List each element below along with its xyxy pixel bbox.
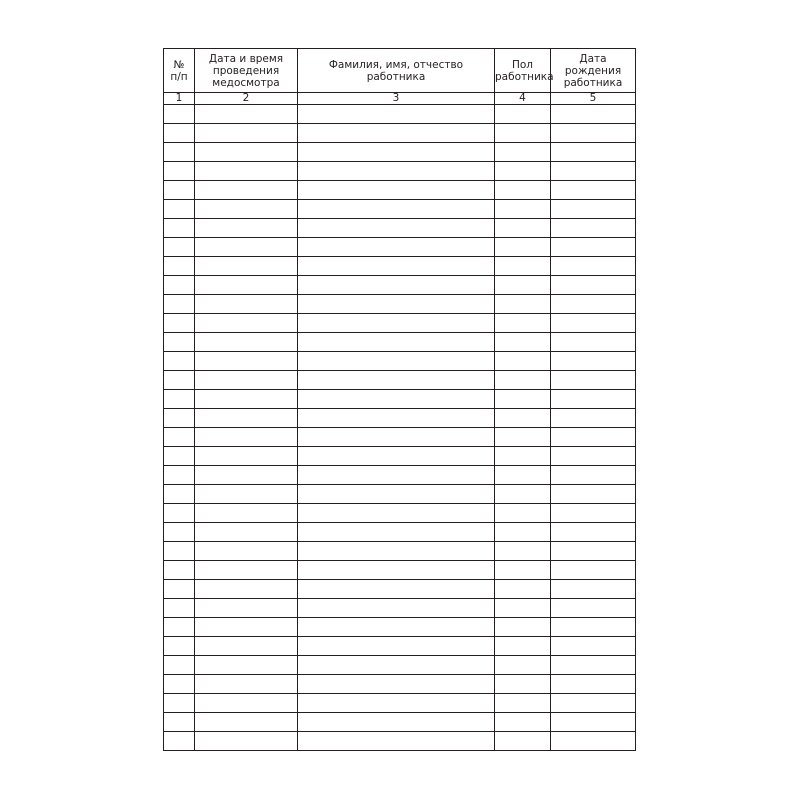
table-row [164, 523, 636, 542]
table-cell[interactable] [164, 599, 195, 618]
table-row [164, 713, 636, 732]
table-row [164, 390, 636, 409]
table-cell[interactable] [298, 352, 495, 371]
table-cell[interactable] [164, 295, 195, 314]
table-cell[interactable] [495, 105, 551, 124]
table-cell[interactable] [551, 352, 636, 371]
table-cell[interactable] [495, 428, 551, 447]
table-cell[interactable] [164, 257, 195, 276]
table-cell[interactable] [495, 390, 551, 409]
table-row [164, 504, 636, 523]
table-cell[interactable] [164, 181, 195, 200]
column-number: 3 [298, 93, 495, 105]
table-row [164, 371, 636, 390]
table-cell[interactable] [195, 409, 298, 428]
column-number: 5 [551, 93, 636, 105]
table-cell[interactable] [495, 656, 551, 675]
table-cell[interactable] [551, 561, 636, 580]
table-cell[interactable] [298, 390, 495, 409]
table-cell[interactable] [195, 732, 298, 751]
table-cell[interactable] [551, 105, 636, 124]
table-cell[interactable] [551, 409, 636, 428]
table-cell[interactable] [551, 542, 636, 561]
table-cell[interactable] [551, 390, 636, 409]
table-cell[interactable] [164, 143, 195, 162]
table-cell[interactable] [495, 181, 551, 200]
table-cell[interactable] [298, 257, 495, 276]
table-row [164, 352, 636, 371]
table-row [164, 409, 636, 428]
table-cell[interactable] [164, 238, 195, 257]
table-cell[interactable] [195, 523, 298, 542]
table-cell[interactable] [164, 333, 195, 352]
table-row [164, 276, 636, 295]
table-cell[interactable] [495, 276, 551, 295]
table-cell[interactable] [195, 295, 298, 314]
table-cell[interactable] [551, 618, 636, 637]
table-cell[interactable] [551, 200, 636, 219]
table-cell[interactable] [164, 523, 195, 542]
table-cell[interactable] [298, 371, 495, 390]
table-cell[interactable] [495, 124, 551, 143]
table-cell[interactable] [164, 713, 195, 732]
table-cell[interactable] [551, 447, 636, 466]
table-cell[interactable] [298, 200, 495, 219]
table-cell[interactable] [495, 200, 551, 219]
table-cell[interactable] [298, 618, 495, 637]
table-cell[interactable] [495, 523, 551, 542]
table-cell[interactable] [495, 466, 551, 485]
table-cell[interactable] [551, 276, 636, 295]
header-birth-date: Дата рождения работника [551, 49, 636, 93]
table-cell[interactable] [495, 713, 551, 732]
table-cell[interactable] [298, 656, 495, 675]
table-cell[interactable] [195, 181, 298, 200]
table-cell[interactable] [164, 352, 195, 371]
table-row [164, 694, 636, 713]
table-cell[interactable] [195, 656, 298, 675]
table-cell[interactable] [195, 200, 298, 219]
table-cell[interactable] [495, 580, 551, 599]
table-cell[interactable] [495, 618, 551, 637]
table-cell[interactable] [195, 276, 298, 295]
table-cell[interactable] [164, 371, 195, 390]
header-exam-datetime: Дата и время проведения медосмотра [195, 49, 298, 93]
table-cell[interactable] [298, 124, 495, 143]
table-cell[interactable] [195, 333, 298, 352]
table-cell[interactable] [195, 390, 298, 409]
table-cell[interactable] [195, 162, 298, 181]
header-number: № п/п [164, 49, 195, 93]
table-cell[interactable] [298, 105, 495, 124]
table-cell[interactable] [551, 162, 636, 181]
table-cell[interactable] [495, 694, 551, 713]
table-cell[interactable] [298, 485, 495, 504]
table-cell[interactable] [495, 409, 551, 428]
table-cell[interactable] [495, 599, 551, 618]
table-cell[interactable] [164, 276, 195, 295]
table-cell[interactable] [164, 447, 195, 466]
table-cell[interactable] [164, 675, 195, 694]
table-cell[interactable] [195, 257, 298, 276]
table-cell[interactable] [195, 485, 298, 504]
table-row [164, 599, 636, 618]
table-cell[interactable] [195, 219, 298, 238]
table-cell[interactable] [195, 447, 298, 466]
table-cell[interactable] [195, 542, 298, 561]
table-cell[interactable] [298, 504, 495, 523]
table-row [164, 124, 636, 143]
table-row [164, 219, 636, 238]
table-cell[interactable] [495, 162, 551, 181]
table-cell[interactable] [164, 504, 195, 523]
table-row [164, 580, 636, 599]
table-cell[interactable] [551, 257, 636, 276]
header-full-name: Фамилия, имя, отчество работника [298, 49, 495, 93]
table-cell[interactable] [164, 219, 195, 238]
table-row [164, 447, 636, 466]
table-cell[interactable] [495, 352, 551, 371]
table-cell[interactable] [164, 732, 195, 751]
table-cell[interactable] [298, 409, 495, 428]
table-cell[interactable] [195, 694, 298, 713]
table-cell[interactable] [298, 580, 495, 599]
table-cell[interactable] [551, 466, 636, 485]
table-cell[interactable] [551, 314, 636, 333]
table-cell[interactable] [298, 314, 495, 333]
table-cell[interactable] [298, 675, 495, 694]
table-cell[interactable] [164, 428, 195, 447]
table-cell[interactable] [164, 466, 195, 485]
table-cell[interactable] [495, 238, 551, 257]
table-cell[interactable] [551, 124, 636, 143]
table-cell[interactable] [298, 333, 495, 352]
table-cell[interactable] [495, 504, 551, 523]
table-row [164, 561, 636, 580]
table-cell[interactable] [495, 675, 551, 694]
table-row [164, 637, 636, 656]
table-cell[interactable] [164, 485, 195, 504]
table-cell[interactable] [495, 485, 551, 504]
table-row [164, 675, 636, 694]
table-cell[interactable] [195, 675, 298, 694]
table-row [164, 333, 636, 352]
table-cell[interactable] [495, 732, 551, 751]
table-row [164, 618, 636, 637]
table-row [164, 314, 636, 333]
table-cell[interactable] [164, 314, 195, 333]
table-cell[interactable] [195, 124, 298, 143]
table-cell[interactable] [495, 447, 551, 466]
table-cell[interactable] [551, 333, 636, 352]
table-row [164, 181, 636, 200]
header-row [164, 49, 636, 93]
table-cell[interactable] [298, 162, 495, 181]
table-cell[interactable] [298, 219, 495, 238]
table-cell[interactable] [551, 523, 636, 542]
table-cell[interactable] [195, 314, 298, 333]
table-cell[interactable] [551, 428, 636, 447]
table-cell[interactable] [164, 390, 195, 409]
table-cell[interactable] [298, 447, 495, 466]
table-cell[interactable] [164, 409, 195, 428]
table-cell[interactable] [495, 295, 551, 314]
table-cell[interactable] [551, 599, 636, 618]
table-cell[interactable] [195, 143, 298, 162]
table-cell[interactable] [298, 713, 495, 732]
table-cell[interactable] [195, 599, 298, 618]
table-cell[interactable] [298, 542, 495, 561]
table-cell[interactable] [551, 504, 636, 523]
column-number: 4 [495, 93, 551, 105]
table-cell[interactable] [195, 504, 298, 523]
table-cell[interactable] [298, 143, 495, 162]
table-row [164, 656, 636, 675]
table-row [164, 295, 636, 314]
table-cell[interactable] [495, 314, 551, 333]
table-cell[interactable] [298, 637, 495, 656]
table-cell[interactable] [298, 523, 495, 542]
table-cell[interactable] [195, 428, 298, 447]
table-cell[interactable] [298, 732, 495, 751]
table-cell[interactable] [551, 485, 636, 504]
table-row [164, 257, 636, 276]
table-cell[interactable] [551, 295, 636, 314]
table-cell[interactable] [164, 200, 195, 219]
table-row [164, 105, 636, 124]
table-cell[interactable] [298, 238, 495, 257]
table-cell[interactable] [495, 143, 551, 162]
table-row [164, 162, 636, 181]
table-cell[interactable] [164, 542, 195, 561]
table-row [164, 428, 636, 447]
table-row [164, 143, 636, 162]
table-cell[interactable] [195, 561, 298, 580]
table-cell[interactable] [195, 713, 298, 732]
table-cell[interactable] [164, 637, 195, 656]
table-cell[interactable] [551, 713, 636, 732]
table-cell[interactable] [551, 371, 636, 390]
table-cell[interactable] [195, 352, 298, 371]
table-cell[interactable] [298, 694, 495, 713]
table-cell[interactable] [164, 580, 195, 599]
table-cell[interactable] [495, 542, 551, 561]
table-cell[interactable] [551, 238, 636, 257]
table-cell[interactable] [495, 561, 551, 580]
medical-exam-log-table [163, 48, 636, 751]
table-cell[interactable] [298, 428, 495, 447]
table-cell[interactable] [164, 656, 195, 675]
table-cell[interactable] [551, 219, 636, 238]
column-number-row [164, 93, 636, 105]
table-cell[interactable] [495, 637, 551, 656]
table-cell[interactable] [195, 618, 298, 637]
table-cell[interactable] [164, 618, 195, 637]
table-cell[interactable] [195, 637, 298, 656]
table-cell[interactable] [195, 371, 298, 390]
table-row [164, 485, 636, 504]
header-gender: Пол работника [495, 49, 551, 93]
table-cell[interactable] [551, 181, 636, 200]
table-cell[interactable] [195, 105, 298, 124]
table-cell[interactable] [551, 675, 636, 694]
table-cell[interactable] [164, 124, 195, 143]
table-cell[interactable] [298, 181, 495, 200]
table-cell[interactable] [298, 561, 495, 580]
table-cell[interactable] [298, 466, 495, 485]
table-row [164, 732, 636, 751]
table-cell[interactable] [495, 371, 551, 390]
table-cell[interactable] [495, 257, 551, 276]
table-body [164, 105, 636, 751]
table-row [164, 542, 636, 561]
table-row [164, 238, 636, 257]
table-cell[interactable] [551, 694, 636, 713]
table-cell[interactable] [298, 599, 495, 618]
table-row [164, 466, 636, 485]
table-cell[interactable] [164, 162, 195, 181]
table-cell[interactable] [164, 105, 195, 124]
table-cell[interactable] [298, 295, 495, 314]
table-cell[interactable] [495, 219, 551, 238]
table-cell[interactable] [195, 580, 298, 599]
table-cell[interactable] [495, 333, 551, 352]
table-cell[interactable] [551, 143, 636, 162]
column-number: 1 [164, 93, 195, 105]
table-cell[interactable] [164, 694, 195, 713]
table-cell[interactable] [551, 580, 636, 599]
table-cell[interactable] [551, 637, 636, 656]
table-cell[interactable] [195, 466, 298, 485]
table-row [164, 200, 636, 219]
table-cell[interactable] [164, 561, 195, 580]
table-cell[interactable] [551, 732, 636, 751]
column-number: 2 [195, 93, 298, 105]
table-cell[interactable] [195, 238, 298, 257]
table-cell[interactable] [551, 656, 636, 675]
table-cell[interactable] [298, 276, 495, 295]
